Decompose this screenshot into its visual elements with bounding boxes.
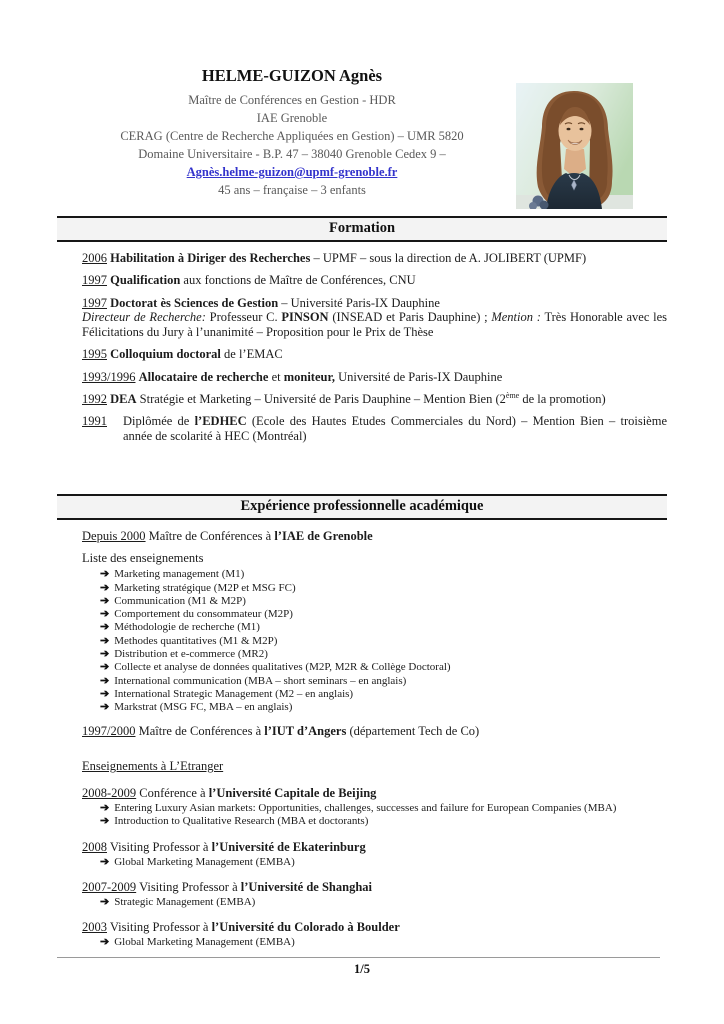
abroad-courses-shanghai (82, 896, 667, 909)
list-item-label: Strategic Management (EMBA) (114, 895, 256, 908)
teaching-list-label: Liste des enseignements (82, 551, 204, 566)
abroad-courses-ekaterinburg (82, 856, 667, 869)
list-item-label: Distribution et e-commerce (MR2) (114, 648, 268, 661)
abroad-courses-beijing (82, 802, 667, 829)
person-institute: IAE Grenoble (256, 111, 328, 125)
email-link[interactable]: Agnès.helme-guizon@upmf-grenoble.fr (186, 165, 398, 179)
arrow-bullet-icon: ➔ (100, 855, 110, 868)
portrait-photo (516, 83, 633, 209)
list-item-label: Global Marketing Management (EMBA) (114, 935, 295, 948)
arrow-bullet-icon: ➔ (100, 815, 110, 828)
list-item-label: International communication (MBA – short seminars – en anglais) (114, 674, 407, 687)
formation-entry-2006: 2006 Habilitation à Diriger des Recherches – UPMF – sous la direction de A. JOLIBERT (UPMF) (82, 251, 587, 265)
list-item-label: Collecte et analyse de données qualitatives (M2P, M2R & Collège Doctoral) (114, 661, 451, 674)
formation-entry-1995: 1995 Colloquium doctoral de l’EMAC (82, 347, 283, 362)
list-item (100, 856, 667, 869)
formation-entry-1997-qualification: 1997 Qualification aux fonctions de Maître de Conférences, CNU (82, 273, 416, 288)
page-number: 1/5 (354, 962, 370, 976)
arrow-bullet-icon: ➔ (100, 701, 110, 714)
list-item (100, 648, 667, 661)
teaching-list (82, 568, 667, 714)
arrow-bullet-icon: ➔ (100, 568, 110, 581)
person-role: Maître de Conférences en Gestion - HDR (188, 93, 396, 107)
list-item (100, 608, 667, 621)
person-personal-info: 45 ans – française – 3 enfants (218, 183, 366, 197)
list-item-label: International Strategic Management (M2 – en anglais) (114, 687, 354, 700)
list-item (100, 701, 667, 714)
abroad-entry-shanghai: 2007-2009 Visiting Professor à l’Université de Shanghai (82, 879, 373, 894)
abroad-heading: Enseignements à L’Etranger (82, 759, 224, 774)
arrow-bullet-icon: ➔ (100, 674, 110, 687)
arrow-bullet-icon: ➔ (100, 581, 110, 594)
portrait-photo-image (516, 83, 633, 209)
section-header-formation (57, 216, 667, 242)
arrow-bullet-icon: ➔ (100, 895, 110, 908)
section-header-experience (57, 494, 667, 520)
abroad-entry-colorado: 2003 Visiting Professor à l’Université du Colorado à Boulder (82, 919, 400, 934)
formation-body (82, 251, 667, 444)
section-title: Expérience professionnelle académique (240, 497, 484, 514)
entry-year: 1991 (82, 414, 107, 429)
list-item (100, 635, 667, 648)
list-item-label: Méthodologie de recherche (M1) (114, 621, 260, 634)
arrow-bullet-icon: ➔ (100, 687, 110, 700)
list-item (100, 568, 667, 581)
arrow-bullet-icon: ➔ (100, 802, 110, 815)
arrow-bullet-icon: ➔ (100, 935, 110, 948)
header-text-block (57, 0, 527, 199)
person-name: HELME-GUIZON Agnès (201, 66, 383, 85)
list-item (100, 688, 667, 701)
experience-entry-iut: 1997/2000 Maître de Conférences à l’IUT d’Angers (département Tech de Co) (82, 723, 480, 738)
list-item (100, 595, 667, 608)
list-item-label: Methodes quantitatives (M1 & M2P) (114, 634, 278, 647)
formation-entry-1997-doctorat: 1997 Doctorat ès Sciences de Gestion – Université Paris-IX Dauphine Directeur de Recherche: Professeur C. PINSON (INSEAD et Paris Dauphine) ; Mention : Très Honorable avec les Félicitations du Jury à l’unanimité – Proposition pour le Prix de Thèse (82, 295, 668, 340)
experience-body (82, 529, 667, 949)
list-item-label: Entering Luxury Asian markets: Opportunities, challenges, successes and failure for European Companies (MBA) (114, 802, 617, 815)
formation-entry-1991 (82, 414, 667, 444)
arrow-bullet-icon: ➔ (100, 661, 110, 674)
person-lab: CERAG (Centre de Recherche Appliquées en Gestion) – UMR 5820 (120, 129, 464, 143)
abroad-courses-colorado (82, 936, 667, 949)
arrow-bullet-icon: ➔ (100, 621, 110, 634)
experience-entry-iae: Depuis 2000 Maître de Conférences à l’IAE de Grenoble (82, 528, 373, 543)
list-item-label: Comportement du consommateur (M2P) (114, 608, 293, 621)
list-item (100, 582, 667, 595)
list-item-label: Communication (M1 & M2P) (114, 594, 246, 607)
section-experience (0, 494, 724, 949)
arrow-bullet-icon: ➔ (100, 634, 110, 647)
list-item-label: Markstrat (MSG FC, MBA – en anglais) (114, 701, 293, 714)
list-item-label: Marketing management (M1) (114, 568, 245, 581)
list-item (100, 802, 667, 815)
section-title: Formation (328, 220, 396, 236)
abroad-entry-ekaterinburg: 2008 Visiting Professor à l’Université de Ekaterinburg (82, 839, 366, 854)
person-address: Domaine Universitaire - B.P. 47 – 38040 Grenoble Cedex 9 – (138, 147, 446, 161)
list-item-label: Global Marketing Management (EMBA) (114, 855, 295, 868)
email-line (57, 163, 527, 181)
entry-text: Diplômée de l’EDHEC (Ecole des Hautes Etudes Commerciales du Nord) – Mention Bien – troisième année de scolarité à HEC (Montréal) (123, 414, 667, 444)
arrow-bullet-icon: ➔ (100, 594, 110, 607)
list-item (100, 661, 667, 674)
formation-entry-1992: 1992 DEA Stratégie et Marketing – Université de Paris Dauphine – Mention Bien (2ème de la promotion) (82, 390, 606, 407)
list-item (100, 936, 667, 949)
list-item (100, 815, 667, 828)
section-formation (0, 216, 724, 444)
cv-header (0, 0, 724, 199)
list-item (100, 675, 667, 688)
list-item (100, 896, 667, 909)
footer-divider (57, 957, 660, 958)
list-item-label: Introduction to Qualitative Research (MBA et doctorants) (114, 815, 369, 828)
arrow-bullet-icon: ➔ (100, 608, 110, 621)
arrow-bullet-icon: ➔ (100, 648, 110, 661)
abroad-entry-beijing: 2008-2009 Conférence à l’Université Capitale de Beijing (82, 786, 377, 801)
list-item (100, 621, 667, 634)
formation-entry-1993-1996: 1993/1996 Allocataire de recherche et moniteur, Université de Paris-IX Dauphine (82, 369, 503, 384)
list-item-label: Marketing stratégique (M2P et MSG FC) (114, 581, 296, 594)
